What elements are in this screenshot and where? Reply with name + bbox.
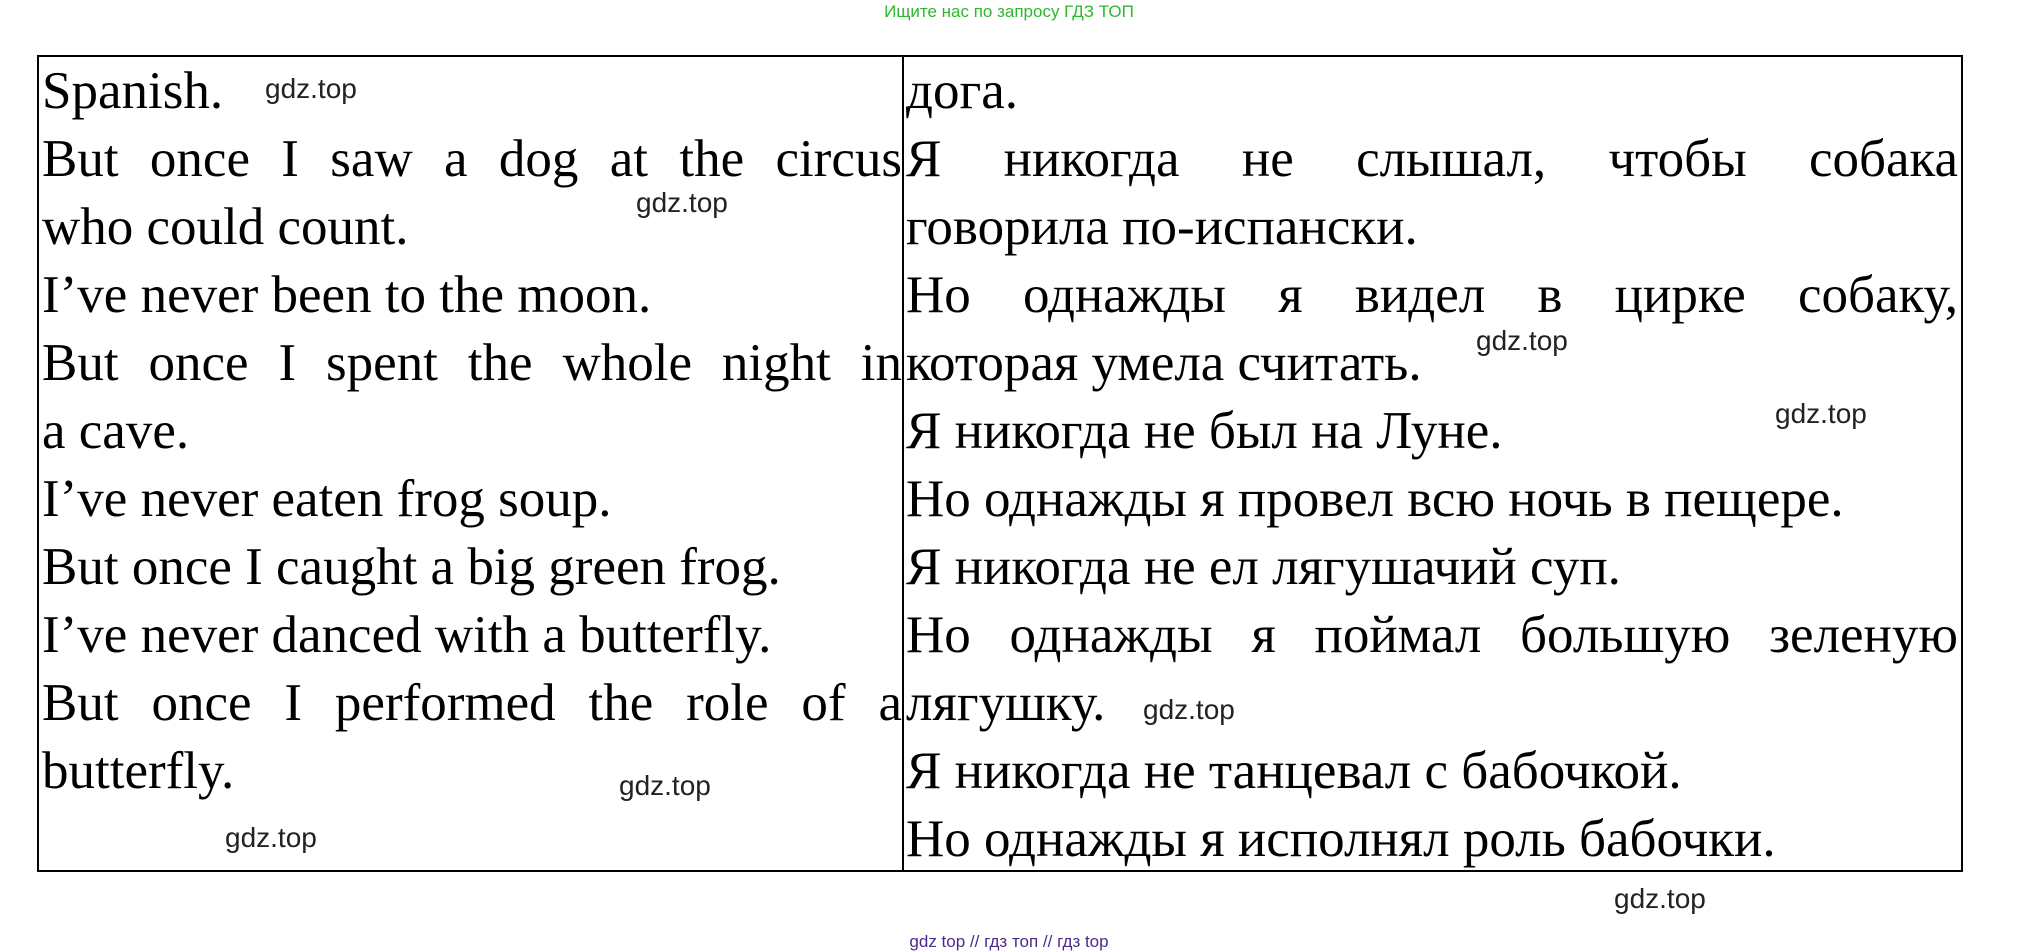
- russian-line: Но однажды я провел всю ночь в пещере.: [906, 470, 1844, 528]
- russian-line: Но однажды я поймал большую зеленую: [906, 606, 1958, 664]
- english-column: [42, 57, 902, 870]
- russian-line: Я никогда не слышал, чтобы собака: [906, 130, 1958, 188]
- watermark: gdz.top: [1614, 883, 1706, 914]
- translation-table: [37, 55, 1963, 872]
- watermark: gdz.top: [1476, 325, 1568, 356]
- column-divider: [902, 57, 904, 870]
- english-line: I’ve never eaten frog soup.: [42, 470, 612, 528]
- bottom-banner[interactable]: gdz top // гдз топ // гдз top: [909, 932, 1109, 951]
- watermark: gdz.top: [265, 73, 357, 104]
- watermark: gdz.top: [225, 822, 317, 853]
- english-line: But once I performed the role of a: [42, 674, 902, 732]
- russian-line: Я никогда не ел лягушачий суп.: [906, 538, 1621, 596]
- russian-column: [906, 57, 1958, 870]
- top-banner[interactable]: Ищите нас по запросу ГДЗ ТОП: [884, 2, 1134, 21]
- english-line: I’ve never danced with a butterfly.: [42, 606, 772, 664]
- russian-line: Но однажды я видел в цирке собаку,: [906, 266, 1958, 324]
- english-line: But once I spent the whole night in: [42, 334, 902, 392]
- english-line: But once I saw a dog at the circus: [42, 130, 902, 188]
- english-line: who could count.: [42, 198, 409, 256]
- watermark: gdz.top: [1775, 398, 1867, 429]
- russian-line: которая умела считать.: [906, 334, 1422, 392]
- russian-line: Но однажды я исполнял роль бабочки.: [906, 810, 1776, 868]
- english-line: a cave.: [42, 402, 190, 460]
- english-line: I’ve never been to the moon.: [42, 266, 652, 324]
- english-line: But once I caught a big green frog.: [42, 538, 781, 596]
- russian-line: дога.: [906, 62, 1018, 120]
- watermark: gdz.top: [636, 187, 728, 218]
- english-line: butterfly.: [42, 742, 235, 800]
- russian-line: Я никогда не был на Луне.: [906, 402, 1503, 460]
- english-line: Spanish.: [42, 62, 224, 120]
- watermark: gdz.top: [619, 770, 711, 801]
- russian-line: лягушку.: [906, 674, 1106, 732]
- russian-line: Я никогда не танцевал с бабочкой.: [906, 742, 1682, 800]
- russian-line: говорила по-испански.: [906, 198, 1418, 256]
- watermark: gdz.top: [1143, 694, 1235, 725]
